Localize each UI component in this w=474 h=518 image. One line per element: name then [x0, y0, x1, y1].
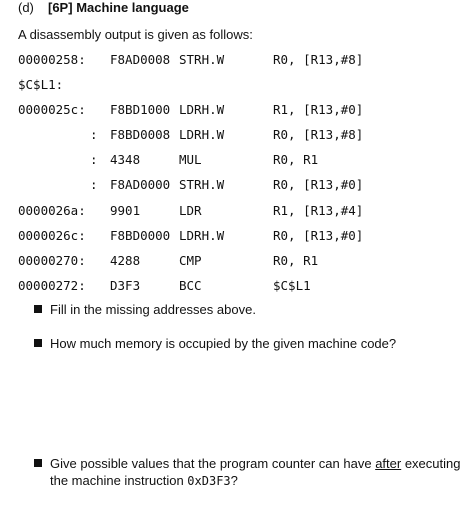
listing-mnemonic: MUL: [179, 152, 202, 167]
task-program-counter: [34, 455, 464, 490]
emphasis-after: after: [375, 456, 402, 471]
listing-mnemonic: STRH.W: [179, 52, 225, 67]
listing-operands: $C$L1: [273, 278, 311, 293]
bullet-square-icon: [34, 339, 42, 347]
listing-code: F8BD0008: [110, 127, 171, 142]
missing-address-colon: :: [90, 127, 98, 142]
listing-mnemonic: LDRH.W: [179, 127, 225, 142]
question-part: (d): [18, 0, 34, 15]
listing-address: 00000258:: [18, 52, 86, 67]
question-points: [6P]: [48, 0, 73, 15]
listing-address: 00000270:: [18, 253, 86, 268]
listing-address: 0000026a:: [18, 203, 86, 218]
bullet-square-icon: [34, 459, 42, 467]
intro-text: A disassembly output is given as follows:: [18, 27, 253, 42]
question-heading: [18, 0, 189, 15]
missing-address-colon: :: [90, 177, 98, 192]
listing-mnemonic: STRH.W: [179, 177, 225, 192]
bullet-square-icon: [34, 305, 42, 313]
listing-code: 4348: [110, 152, 141, 167]
question-title: Machine language: [76, 0, 189, 15]
listing-code: F8AD0000: [110, 177, 171, 192]
listing-code: F8BD1000: [110, 102, 171, 117]
listing-address: 0000025c:: [18, 102, 86, 117]
listing-operands: R0, R1: [273, 152, 319, 167]
missing-address-colon: :: [90, 152, 98, 167]
listing-operands: R0, [R13,#8]: [273, 127, 364, 142]
listing-mnemonic: LDRH.W: [179, 102, 225, 117]
listing-code: 4288: [110, 253, 141, 268]
instruction-code: 0xD3F3: [187, 474, 231, 488]
listing-mnemonic: LDR: [179, 203, 202, 218]
listing-operands: R1, [R13,#0]: [273, 102, 364, 117]
listing-code: D3F3: [110, 278, 141, 293]
listing-address: 00000272:: [18, 278, 86, 293]
listing-operands: R0, [R13,#8]: [273, 52, 364, 67]
listing-operands: R1, [R13,#4]: [273, 203, 364, 218]
task-text: How much memory is occupied by the given machine code?: [50, 336, 397, 351]
listing-mnemonic: BCC: [179, 278, 202, 293]
listing-label: $C$L1:: [18, 77, 64, 92]
listing-operands: R0, [R13,#0]: [273, 228, 364, 243]
listing-mnemonic: CMP: [179, 253, 202, 268]
listing-code: 9901: [110, 203, 141, 218]
listing-operands: R0, [R13,#0]: [273, 177, 364, 192]
listing-mnemonic: LDRH.W: [179, 228, 225, 243]
listing-code: F8AD0008: [110, 52, 171, 67]
task-text: Fill in the missing addresses above.: [50, 302, 256, 317]
task-text: Give possible values that the program counter can have after executing the machine instruction 0xD3F3?: [50, 456, 461, 488]
task-fill-addresses: [34, 301, 256, 318]
task-memory-size: [34, 335, 396, 352]
listing-operands: R0, R1: [273, 253, 319, 268]
listing-code: F8BD0000: [110, 228, 171, 243]
listing-address: 0000026c:: [18, 228, 86, 243]
